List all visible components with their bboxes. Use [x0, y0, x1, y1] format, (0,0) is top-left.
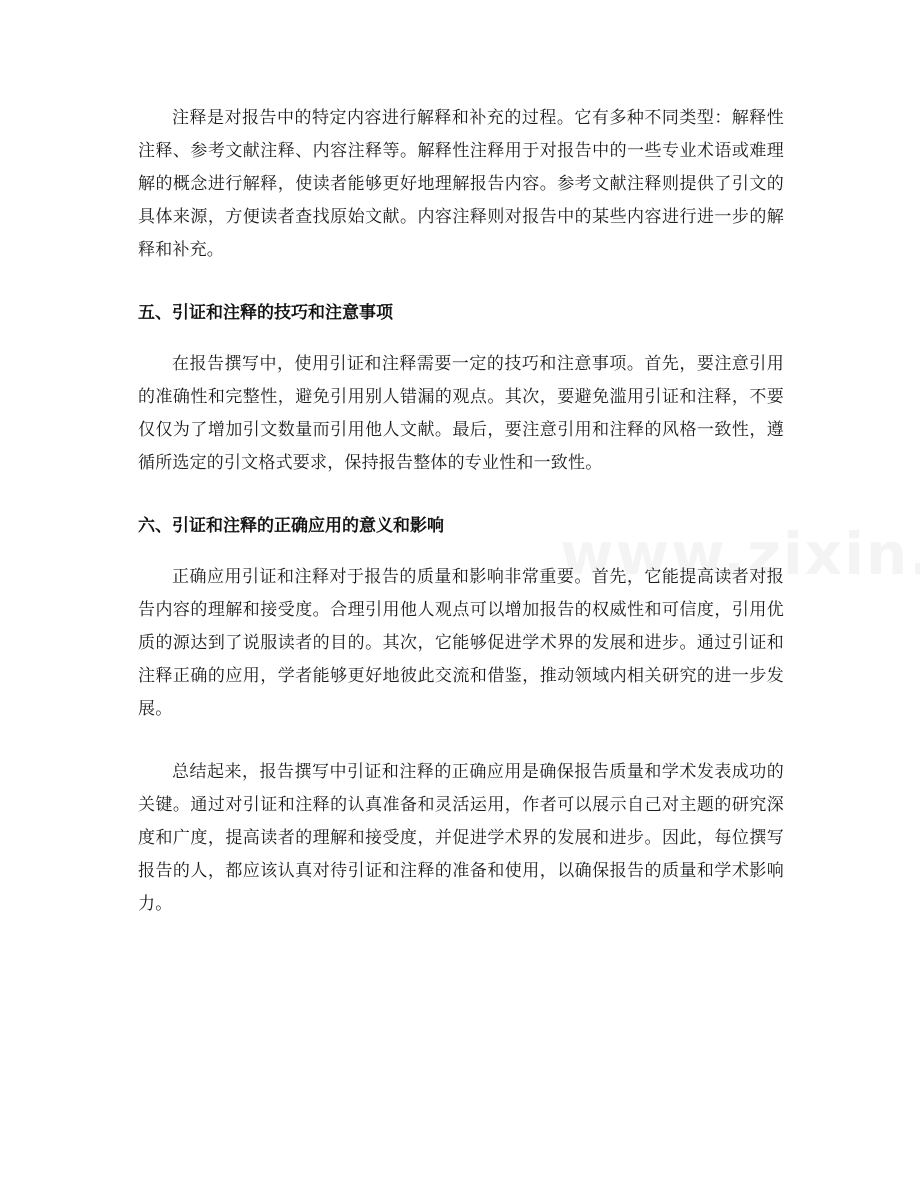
paragraph-annotation-types: 注释是对报告中的特定内容进行解释和补充的过程。它有多种不同类型：解释性注释、参考文献注释、内容注释等。解释性注释用于对报告中的一些专业术语或难理解的概念进行解释，使读者能够更好地理解报告内容。参考文献注释则提供了引文的具体来源，方便读者查找原始文献。内容注释则对报告中的某些内容进行进一步的解释和补充。 [138, 108, 784, 260]
paragraph-techniques: 在报告撰写中，使用引证和注释需要一定的技巧和注意事项。首先，要注意引用的准确性和完整性，避免引用别人错漏的观点。其次，要避免滥用引证和注释，不要仅仅为了增加引文数量而引用他人文献。最后，要注意引用和注释的风格一致性，遵循所选定的引文格式要求，保持报告整体的专业性和一致性。 [138, 354, 784, 473]
section-heading-6: 六、引证和注释的正确应用的意义和影响 [138, 516, 444, 536]
paragraph-conclusion: 总结起来，报告撰写中引证和注释的正确应用是确保报告质量和学术发表成功的关键。通过对引证和注释的认真准备和灵活运用，作者可以展示自己对主题的研究深度和广度，提高读者的理解和接受度，并促进学术界的发展和进步。因此，每位撰写报告的人，都应该认真对待引证和注释的准备和使用，以确保报告的质量和学术影响力。 [138, 762, 784, 914]
section-heading-5: 五、引证和注释的技巧和注意事项 [138, 303, 393, 323]
document-body [138, 102, 784, 921]
paragraph-significance: 正确应用引证和注释对于报告的质量和影响非常重要。首先，它能提高读者对报告内容的理解和接受度。合理引用他人观点可以增加报告的权威性和可信度，引用优质的源达到了说服读者的目的。其次，它能够促进学术界的发展和进步。通过引证和注释正确的应用，学者能够更好地彼此交流和借鉴，推动领域内相关研究的进一步发展。 [138, 567, 784, 719]
